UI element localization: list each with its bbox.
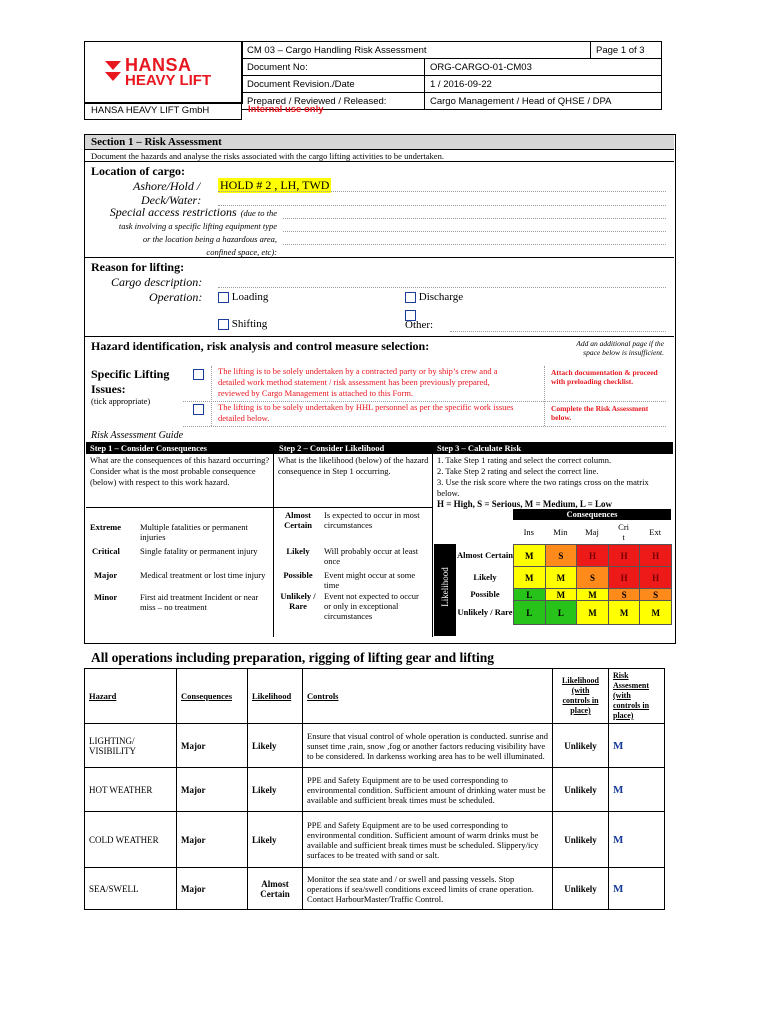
- logo-line2: HEAVY LIFT: [125, 72, 212, 89]
- matrix-cell: S: [576, 566, 609, 589]
- table-row: [85, 724, 665, 768]
- hazard-heading: Hazard identification, risk analysis and control measure selection:: [91, 339, 430, 353]
- matrix-column-header: Maj: [585, 527, 599, 537]
- reason-heading: Reason for lifting:: [91, 260, 185, 274]
- matrix-row-label: Almost Certain: [457, 550, 513, 560]
- likelihood-desc: Event might occur at some time: [324, 570, 416, 590]
- matrix-cell: H: [639, 566, 672, 589]
- matrix-cell: M: [576, 600, 609, 625]
- other-label: Other:: [405, 319, 434, 331]
- issue1-action: Attach documentation & proceed with preloading checklist.: [551, 368, 658, 386]
- matrix-cell: L: [545, 600, 578, 625]
- logo-mark-icon: [103, 59, 123, 85]
- issue2-action: Complete the Risk Assessment below.: [551, 404, 649, 422]
- consequence-level: Minor: [94, 592, 118, 602]
- likelihood2-cell: Unlikely: [553, 768, 609, 812]
- step3-line: 2. Take Step 2 rating and select the correct line.: [437, 466, 599, 476]
- matrix-cell: S: [608, 588, 641, 601]
- step3-line: 1. Take Step 1 rating and select the correct column.: [437, 455, 612, 465]
- guide-title: Risk Assessment Guide: [91, 430, 184, 441]
- special-label: Special access restrictions: [109, 205, 237, 219]
- logo-line1: HANSA: [125, 55, 192, 75]
- shifting-label: Shifting: [231, 318, 268, 330]
- matrix-cell: S: [545, 544, 578, 567]
- consequence-desc: Multiple fatalities or permanent injuries: [140, 522, 248, 542]
- consequence-cell: Major: [177, 768, 248, 812]
- step3-legend: H = High, S = Serious, M = Medium, L = Low: [437, 499, 613, 509]
- discharge-checkbox[interactable]: [405, 292, 416, 303]
- section1-intro: Document the hazards and analyse the risks associated with the cargo lifting activities to be undertaken.: [91, 151, 444, 161]
- likelihood-cell: Likely: [248, 768, 303, 812]
- matrix-cell: H: [576, 544, 609, 567]
- classification-label: Internal use only: [248, 104, 324, 115]
- section1-rule: [85, 336, 674, 337]
- consequence-level: Major: [94, 570, 118, 580]
- table-row: [85, 868, 665, 910]
- issue1-text: The lifting is to be solely undertaken by a contracted party or by ship’s crew and a detailed work method statement / risk assessment has been previously prepared, reviewed by Cargo Management is attached to this Form.: [218, 366, 498, 398]
- step2-text: What is the likelihood (below) of the hazard consequence in Step 1 occurring.: [278, 455, 429, 476]
- hazard-cell: COLD WEATHER: [85, 812, 177, 868]
- company-name: HANSA HEAVY LIFT GmbH: [84, 102, 242, 120]
- document-header: [84, 41, 662, 119]
- matrix-cell: M: [576, 588, 609, 601]
- specific-heading: Specific Lifting Issues:: [91, 367, 170, 396]
- shifting-checkbox[interactable]: [218, 319, 229, 330]
- step1-title: Step 1 – Consider Consequences: [90, 443, 207, 453]
- matrix-row-label: Unlikely / Rare: [457, 607, 513, 617]
- likelihood-level: Unlikely / Rare: [280, 591, 316, 611]
- header-label: Document Revision./Date: [242, 76, 425, 93]
- consequence-cell: Major: [177, 812, 248, 868]
- col-risk-controls: Risk Assesment (with controls in place): [609, 669, 665, 724]
- issue2-checkbox[interactable]: [193, 404, 204, 415]
- issue-separator-right: [544, 366, 546, 426]
- operations-table: [84, 668, 665, 910]
- step3-line: 3. Use the risk score where the two ratings cross on the matrix below.: [437, 477, 649, 498]
- header-value: ORG-CARGO-01-CM03: [425, 59, 662, 76]
- guide-step-bar: [86, 442, 673, 454]
- hazard-cell: HOT WEATHER: [85, 768, 177, 812]
- other-line[interactable]: [450, 331, 666, 332]
- likelihood-cell: Likely: [248, 724, 303, 768]
- risk-cell: M: [609, 724, 665, 768]
- special-note-1: (due to the: [240, 208, 277, 218]
- issue2-row: [183, 402, 666, 427]
- logo-cell: [84, 41, 243, 104]
- header-value: Cargo Management / Head of QHSE / DPA: [425, 93, 662, 110]
- tick-note: (tick appropriate): [91, 396, 151, 406]
- col-controls: Controls: [303, 669, 553, 724]
- section1-rule: [85, 161, 674, 162]
- opt-discharge[interactable]: [405, 291, 463, 303]
- col-consequences: Consequences: [177, 669, 248, 724]
- likelihood2-cell: Unlikely: [553, 868, 609, 910]
- likelihood-level: Almost Certain: [284, 510, 312, 530]
- col-hazard: Hazard: [85, 669, 177, 724]
- matrix-cell: M: [608, 600, 641, 625]
- matrix-cell: S: [639, 588, 672, 601]
- special-note-2: task involving a specific lifting equipment type: [118, 221, 277, 231]
- table-row: [85, 812, 665, 868]
- special-line-3[interactable]: [283, 244, 666, 245]
- likelihood2-cell: Unlikely: [553, 724, 609, 768]
- consequence-level: Critical: [92, 546, 120, 556]
- loading-label: Loading: [231, 291, 269, 303]
- header-value: 1 / 2016-09-22: [425, 76, 662, 93]
- issue1-row: [183, 366, 666, 402]
- matrix-cell: M: [513, 566, 546, 589]
- hazard-cell: LIGHTING/ VISIBILITY: [85, 724, 177, 768]
- guide-rule: [86, 507, 433, 508]
- special-note-3: or the location being a hazardous area,: [142, 234, 277, 244]
- matrix-consequences-header: Consequences: [513, 509, 671, 520]
- matrix-row-label: Possible: [470, 589, 500, 599]
- ashore-value[interactable]: HOLD # 2 , LH, TWD: [220, 178, 330, 192]
- likelihood-level: Possible: [283, 570, 313, 580]
- special-line-1[interactable]: [283, 218, 666, 219]
- matrix-cell: M: [545, 566, 578, 589]
- operation-label: Operation:: [149, 290, 203, 304]
- issue2-text: The lifting is to be solely undertaken by HHL personnel as per the specific work issues detailed below.: [218, 402, 514, 423]
- loading-checkbox[interactable]: [218, 292, 229, 303]
- header-table: [241, 41, 662, 110]
- controls-cell: Monitor the sea state and / or swell and passing vessels. Stop operations if sea/swell conditions exceed limits of crane operation. Contact HarbourMaster/Traffic Control.: [303, 868, 553, 910]
- matrix-column-header: Ins: [523, 527, 534, 537]
- operations-title: All operations including preparation, rigging of lifting gear and lifting: [91, 650, 495, 665]
- matrix-column-header: Cri t: [618, 522, 630, 542]
- ashore-label: Ashore/Hold /: [133, 179, 201, 193]
- risk-cell: M: [609, 768, 665, 812]
- matrix-cell: L: [513, 588, 546, 601]
- issue1-checkbox[interactable]: [193, 369, 204, 380]
- hansa-logo: [103, 56, 233, 94]
- col-likelihood: Likelihood: [248, 669, 303, 724]
- step1-text: What are the consequences of this hazard occurring? Consider what is the most probable consequence (below) with respect to this work hazard.: [90, 455, 270, 487]
- consequence-desc: First aid treatment Incident or near miss – no treatment: [140, 592, 259, 612]
- guide-divider-1: [273, 454, 274, 637]
- matrix-cell: H: [639, 544, 672, 567]
- page-number: Page 1 of 3: [591, 42, 662, 59]
- opt-loading[interactable]: [218, 291, 268, 303]
- likelihood-cell: Almost Certain: [248, 868, 303, 910]
- likelihood-cell: Likely: [248, 812, 303, 868]
- matrix-likelihood-bar: [434, 544, 456, 636]
- consequence-desc: Single fatality or permanent injury: [140, 546, 258, 556]
- matrix-column-header: Min: [553, 527, 568, 537]
- consequence-desc: Medical treatment or lost time injury: [140, 570, 266, 580]
- controls-cell: Ensure that visual control of whole operation is conducted. sunrise and sunset time ,rain, snow ,fog or another factors reducing visibility have to be considered. In darkenss working area has to be well illuminated.: [303, 724, 553, 768]
- opt-shifting[interactable]: [218, 318, 267, 330]
- section1-title: Section 1 – Risk Assessment: [91, 136, 222, 148]
- likelihood-level: Likely: [286, 546, 310, 556]
- document-title: CM 03 – Cargo Handling Risk Assessment: [242, 42, 591, 59]
- hazard-note: Add an additional page if the space below is insufficient.: [576, 339, 664, 357]
- special-line-2[interactable]: [283, 231, 666, 232]
- consequence-cell: Major: [177, 868, 248, 910]
- matrix-likelihood-label: Likelihood: [440, 567, 450, 607]
- likelihood-desc: Is expected to occur in most circumstances: [324, 510, 420, 530]
- cargo-desc-label: Cargo description:: [111, 275, 203, 289]
- risk-cell: M: [609, 812, 665, 868]
- col-likelihood-controls: Likelihood (with controls in place): [553, 669, 609, 724]
- likelihood-desc: Event not expected to occur or only in exceptional circumstances: [324, 591, 419, 621]
- section1-title-bar: [85, 135, 674, 150]
- hazard-cell: SEA/SWELL: [85, 868, 177, 910]
- controls-cell: PPE and Safety Equipment are to be used corresponding to environmental condition. Sufficient amount of drinking water must be available and sufficient break times must be scheduled.: [303, 768, 553, 812]
- deck-line[interactable]: [218, 205, 666, 206]
- operations-header-row: [85, 669, 665, 724]
- risk-cell: M: [609, 868, 665, 910]
- location-heading: Location of cargo:: [91, 164, 185, 178]
- controls-cell: PPE and Safety Equipment are to be used corresponding to environmental condition. Sufficient amount of warm drinks must be available and sufficient break times must be scheduled. Slippery/icy surfaces to be treated with sand or salt.: [303, 812, 553, 868]
- matrix-row-label: Likely: [473, 572, 497, 582]
- deck-label: Deck/Water:: [141, 193, 202, 207]
- matrix-column-header: Ext: [649, 527, 662, 537]
- discharge-label: Discharge: [418, 291, 464, 303]
- matrix-cell: M: [513, 544, 546, 567]
- header-label: Document No:: [242, 59, 425, 76]
- likelihood-desc: Will probably occur at least once: [324, 546, 419, 566]
- step2-title: Step 2 – Consider Likelihood: [279, 443, 385, 453]
- issue-separator-left: [211, 366, 213, 426]
- ashore-line: [218, 191, 666, 192]
- header-label: Prepared / Reviewed / Released:: [242, 93, 425, 110]
- cargo-desc-line[interactable]: [218, 287, 666, 288]
- table-row: [85, 768, 665, 812]
- matrix-cell: H: [608, 544, 641, 567]
- section1-rule: [85, 257, 674, 258]
- matrix-cell: H: [608, 566, 641, 589]
- likelihood2-cell: Unlikely: [553, 812, 609, 868]
- step3-text: [437, 455, 671, 510]
- matrix-cell: M: [545, 588, 578, 601]
- risk-matrix: [433, 507, 673, 637]
- special-note-4: confined space, etc):: [206, 247, 277, 257]
- matrix-cell: M: [639, 600, 672, 625]
- consequence-cell: Major: [177, 724, 248, 768]
- consequence-level: Extreme: [90, 522, 121, 532]
- step3-title: Step 3 – Calculate Risk: [437, 443, 522, 453]
- special-access-label: [97, 206, 277, 258]
- matrix-cell: L: [513, 600, 546, 625]
